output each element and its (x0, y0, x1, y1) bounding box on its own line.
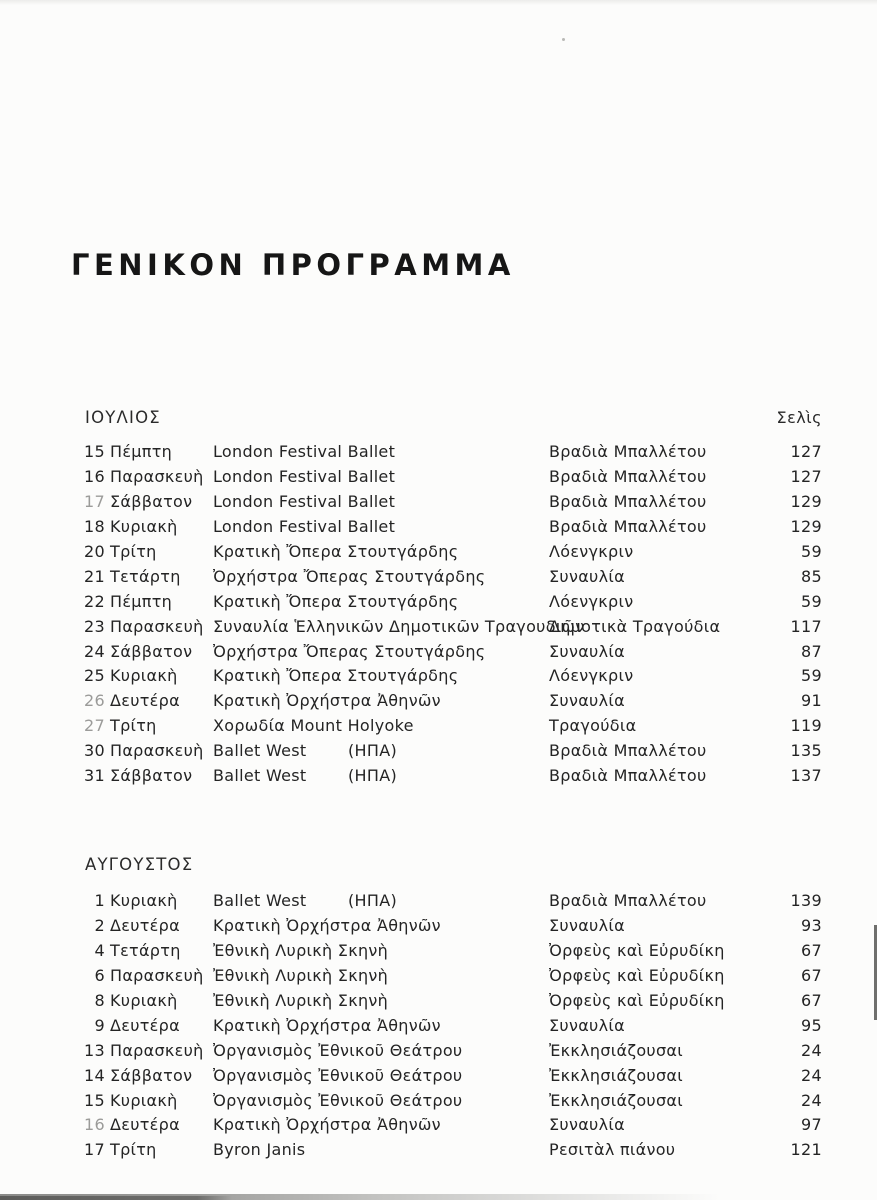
event-title: Λόενγκριν (549, 666, 634, 686)
performer: London Festival Ballet (213, 442, 396, 461)
event-title: Βραδιὰ Μπαλλέτου (549, 741, 707, 761)
program-row (0, 689, 877, 714)
event-title: Συναυλία (549, 566, 625, 586)
performer: Ὀργανισμὸς Ἐθνικοῦ Θεάτρου (213, 1090, 463, 1110)
section-rows (0, 889, 877, 1163)
day-number: 9 (94, 1015, 105, 1035)
event-title: Ρεσιτὰλ πιάνου (549, 1140, 676, 1160)
performer: London Festival Ballet (213, 466, 396, 486)
event-title: Συναυλία (549, 1015, 625, 1035)
event-title: Συναυλία (549, 641, 625, 661)
event-title: Βραδιὰ Μπαλλέτου (549, 516, 707, 536)
event-title: Βραδιὰ Μπαλλέτου (549, 442, 707, 461)
event-title: Συναυλία (549, 691, 625, 711)
performer: Κρατικὴ Ὀρχήστρα Ἀθηνῶν (213, 915, 441, 935)
weekday: Δευτέρα (110, 691, 180, 711)
weekday: Πέμπτη (110, 591, 173, 611)
day-number: 24 (84, 641, 105, 661)
program-row (0, 440, 877, 465)
program-row (0, 590, 877, 615)
day-number: 8 (94, 990, 105, 1010)
page-number: 135 (790, 741, 822, 761)
scan-speck (562, 38, 565, 41)
performer: Ὀργανισμὸς Ἐθνικοῦ Θεάτρου (213, 1040, 463, 1060)
page-number: 87 (801, 641, 822, 661)
day-number: 21 (84, 566, 105, 586)
day-number: 18 (84, 516, 105, 536)
page-number: 117 (790, 616, 822, 636)
weekday: Κυριακὴ (110, 666, 178, 686)
page-number: 24 (801, 1090, 822, 1110)
weekday: Δευτέρα (110, 1115, 180, 1135)
day-number: 15 (84, 1090, 105, 1110)
page-number: 129 (790, 491, 822, 511)
program-row (0, 939, 877, 964)
page-number: 97 (801, 1115, 822, 1135)
performer: Ἐθνικὴ Λυρικὴ Σκηνὴ (213, 940, 389, 960)
weekday: Τετάρτη (110, 566, 181, 586)
page-number: 59 (801, 666, 822, 686)
performer: Κρατικὴ Ὄπερα Στουτγάρδης (213, 541, 459, 561)
event-title: Βραδιὰ Μπαλλέτου (549, 891, 707, 910)
performer: Ἐθνικὴ Λυρικὴ Σκηνὴ (213, 990, 389, 1010)
event-title: Ἐκκλησιάζουσαι (549, 1040, 683, 1060)
month-section (0, 855, 877, 1163)
program-row (0, 989, 877, 1014)
performer: Ballet West (213, 766, 307, 786)
month-heading: ΑΥΓΟΥΣΤΟΣ (85, 855, 194, 874)
weekday: Κυριακὴ (110, 516, 178, 536)
program-row (0, 739, 877, 764)
program-row (0, 1039, 877, 1064)
day-number: 15 (84, 442, 105, 461)
day-number: 4 (94, 940, 105, 960)
page-number: 67 (801, 940, 822, 960)
performer: Κρατικὴ Ὀρχήστρα Ἀθηνῶν (213, 1015, 441, 1035)
section-header (0, 408, 877, 430)
event-title: Βραδιὰ Μπαλλέτου (549, 491, 707, 511)
page-number: 67 (801, 990, 822, 1010)
section-rows (0, 440, 877, 789)
day-number: 16 (84, 1115, 105, 1135)
event-title: Ἐκκλησιάζουσαι (549, 1090, 683, 1110)
weekday: Δευτέρα (110, 915, 180, 935)
day-number: 22 (84, 591, 105, 611)
page-number: 137 (790, 766, 822, 786)
page-number: 59 (801, 591, 822, 611)
page-number: 59 (801, 541, 822, 561)
weekday: Παρασκευὴ (110, 466, 204, 486)
program-row (0, 1089, 877, 1114)
page-number: 85 (801, 566, 822, 586)
day-number: 6 (94, 965, 105, 985)
page-number: 91 (801, 691, 822, 711)
performer-note: (ΗΠΑ) (348, 766, 397, 786)
performer: Ballet West (213, 891, 307, 910)
page-number: 129 (790, 516, 822, 536)
page-title: ΓΕΝΙΚΟΝ ΠΡΟΓΡΑΜΜΑ (71, 248, 515, 282)
performer: Ἐθνικὴ Λυρικὴ Σκηνὴ (213, 965, 389, 985)
day-number: 31 (84, 766, 105, 786)
weekday: Σάββατον (110, 491, 193, 511)
month-heading: ΙΟΥΛΙΟΣ (85, 408, 161, 427)
day-number: 13 (84, 1040, 105, 1060)
program-row (0, 640, 877, 665)
page-number: 127 (790, 442, 822, 461)
day-number: 14 (84, 1065, 105, 1085)
weekday: Παρασκευὴ (110, 616, 204, 636)
weekday: Κυριακὴ (110, 1090, 178, 1110)
day-number: 16 (84, 466, 105, 486)
program-row (0, 714, 877, 739)
event-title: Δημοτικὰ Τραγούδια (549, 616, 721, 636)
event-title: Ὀρφεὺς καὶ Εὐρυδίκη (549, 965, 725, 985)
event-title: Λόενγκριν (549, 591, 634, 611)
page-number: 24 (801, 1065, 822, 1085)
program-row (0, 914, 877, 939)
weekday: Τρίτη (110, 541, 157, 561)
page-number: 119 (790, 716, 822, 736)
program-row (0, 664, 877, 689)
performer: Ballet West (213, 741, 307, 761)
page-number: 95 (801, 1015, 822, 1035)
day-number: 17 (84, 491, 105, 511)
day-number: 25 (84, 666, 105, 686)
day-number: 1 (94, 891, 105, 910)
weekday: Παρασκευὴ (110, 965, 204, 985)
weekday: Σάββατον (110, 1065, 193, 1085)
event-title: Συναυλία (549, 1115, 625, 1135)
weekday: Παρασκευὴ (110, 1040, 204, 1060)
performer: London Festival Ballet (213, 516, 396, 536)
section-header (0, 855, 877, 877)
weekday: Σάββατον (110, 641, 193, 661)
event-title: Τραγούδια (549, 716, 637, 736)
day-number: 17 (84, 1140, 105, 1160)
program-row (0, 465, 877, 490)
performer-note: (ΗΠΑ) (348, 891, 397, 910)
weekday: Πέμπτη (110, 442, 173, 461)
performer: Byron Janis (213, 1140, 306, 1160)
performer: Κρατικὴ Ὀρχήστρα Ἀθηνῶν (213, 691, 441, 711)
performer: Συναυλία Ἑλληνικῶν Δημοτικῶν Τραγουδιῶν (213, 616, 585, 636)
weekday: Σάββατον (110, 766, 193, 786)
page-number: 67 (801, 965, 822, 985)
weekday: Τρίτη (110, 1140, 157, 1160)
performer: Ὀρχήστρα Ὄπερας Στουτγάρδης (213, 641, 486, 661)
page-number: 127 (790, 466, 822, 486)
day-number: 27 (84, 716, 105, 736)
weekday: Κυριακὴ (110, 990, 178, 1010)
program-row (0, 1113, 877, 1138)
program-row (0, 1014, 877, 1039)
program-row (0, 515, 877, 540)
weekday: Κυριακὴ (110, 891, 178, 910)
scan-bottom-edge-dark (0, 1196, 232, 1200)
event-title: Ὀρφεὺς καὶ Εὐρυδίκη (549, 990, 725, 1010)
program-row (0, 540, 877, 565)
performer: Κρατικὴ Ὄπερα Στουτγάρδης (213, 591, 459, 611)
event-title: Ἐκκλησιάζουσαι (549, 1065, 683, 1085)
event-title: Βραδιὰ Μπαλλέτου (549, 466, 707, 486)
event-title: Βραδιὰ Μπαλλέτου (549, 766, 707, 786)
day-number: 23 (84, 616, 105, 636)
program-row (0, 490, 877, 515)
weekday: Τετάρτη (110, 940, 181, 960)
day-number: 26 (84, 691, 105, 711)
event-title: Συναυλία (549, 915, 625, 935)
program-row (0, 1064, 877, 1089)
page-number: 24 (801, 1040, 822, 1060)
program-row (0, 764, 877, 789)
day-number: 20 (84, 541, 105, 561)
program-row (0, 1138, 877, 1163)
weekday: Τρίτη (110, 716, 157, 736)
performer: Ὀργανισμὸς Ἐθνικοῦ Θεάτρου (213, 1065, 463, 1085)
performer: Ὀρχήστρα Ὄπερας Στουτγάρδης (213, 566, 486, 586)
program-row (0, 565, 877, 590)
performer: Κρατικὴ Ὀρχήστρα Ἀθηνῶν (213, 1115, 441, 1135)
weekday: Παρασκευὴ (110, 741, 204, 761)
performer: Κρατικὴ Ὄπερα Στουτγάρδης (213, 666, 459, 686)
page-number: 121 (790, 1140, 822, 1160)
scan-top-edge (0, 0, 877, 5)
program-row (0, 889, 877, 914)
weekday: Δευτέρα (110, 1015, 180, 1035)
performer-note: (ΗΠΑ) (348, 741, 397, 761)
performer: London Festival Ballet (213, 491, 396, 511)
page-number: 139 (790, 891, 822, 910)
performer: Χορωδία Mount Holyoke (213, 716, 414, 736)
program-row (0, 964, 877, 989)
page-number: 93 (801, 915, 822, 935)
day-number: 30 (84, 741, 105, 761)
program-row (0, 615, 877, 640)
page-column-header: Σελὶς (776, 408, 822, 427)
event-title: Ὀρφεὺς καὶ Εὐρυδίκη (549, 940, 725, 960)
day-number: 2 (94, 915, 105, 935)
month-section (0, 408, 877, 789)
event-title: Λόενγκριν (549, 541, 634, 561)
